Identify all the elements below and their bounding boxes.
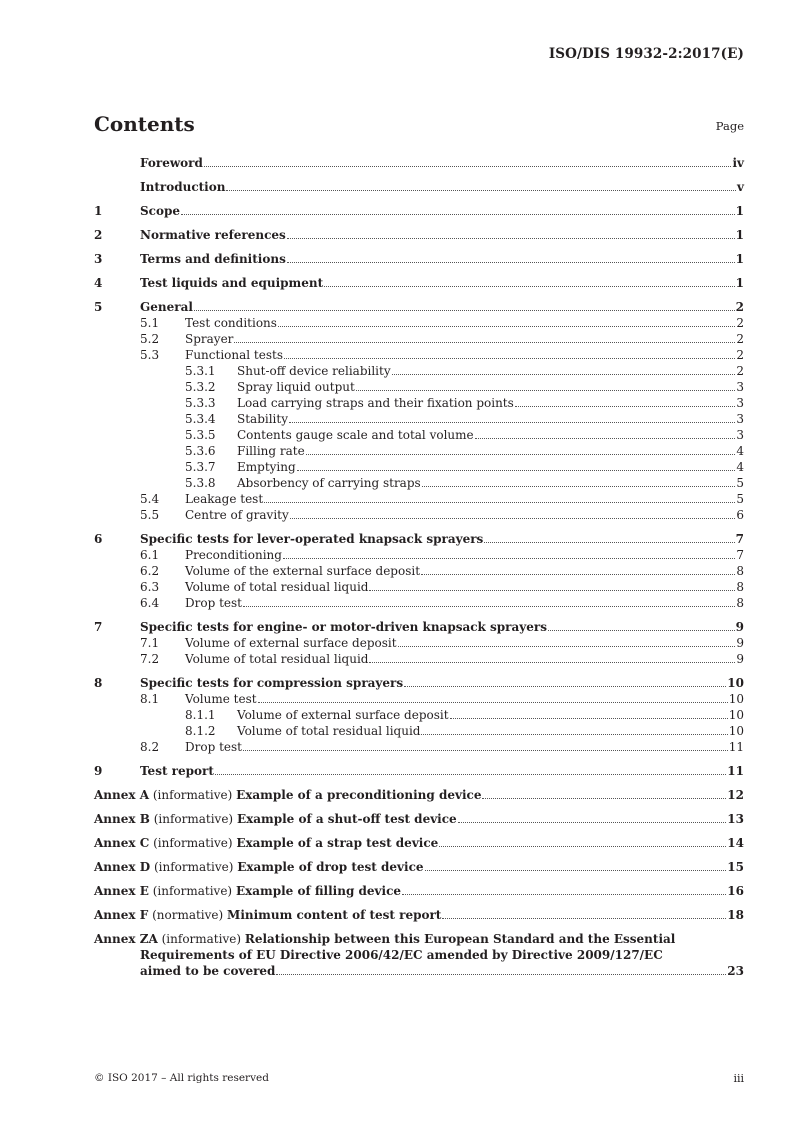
toc-entry[interactable] xyxy=(94,299,744,315)
toc-entry-page: 10 xyxy=(727,676,744,690)
dot-leader xyxy=(515,406,736,407)
toc-entry-page: 1 xyxy=(735,228,744,242)
annex-za-line-3 xyxy=(94,963,744,979)
dot-leader xyxy=(422,486,736,487)
annex-entry[interactable] xyxy=(94,859,744,875)
toc-entry-page: 6 xyxy=(736,508,744,522)
toc-entry-number: 6 xyxy=(94,532,103,546)
dot-leader xyxy=(356,390,736,391)
annex-entry-page: 23 xyxy=(727,964,744,978)
annex-entry-page: 12 xyxy=(727,788,744,802)
toc-entry[interactable] xyxy=(94,251,744,267)
annex-entry-label[interactable] xyxy=(94,907,441,923)
annex-title: Example of drop test device xyxy=(237,860,424,874)
toc-entry[interactable] xyxy=(94,363,744,379)
toc-entry-label[interactable]: Sprayer xyxy=(185,332,234,346)
toc-entry-label[interactable]: Test report xyxy=(140,764,214,778)
dot-leader xyxy=(369,662,735,663)
toc-entry-label[interactable]: Centre of gravity xyxy=(185,508,289,522)
toc-entry-label[interactable]: Volume of the external surface deposit xyxy=(185,564,421,578)
toc-entry-label[interactable]: Contents gauge scale and total volume xyxy=(237,428,474,442)
dot-leader xyxy=(215,774,726,775)
page-title: Contents xyxy=(94,112,195,136)
toc-entry-label[interactable]: Specific tests for engine- or motor-driven knapsack sprayers xyxy=(140,620,547,634)
toc-entry-number: 5.3.8 xyxy=(185,476,216,490)
toc-entry[interactable] xyxy=(94,507,744,523)
dot-leader xyxy=(458,822,727,823)
toc-entry-label[interactable]: Normative references xyxy=(140,228,286,242)
dot-leader xyxy=(475,438,736,439)
toc-entry-label[interactable]: Functional tests xyxy=(185,348,283,362)
toc-entry-page: 10 xyxy=(728,692,744,706)
dot-leader xyxy=(450,718,728,719)
dot-leader xyxy=(439,846,726,847)
toc-entry-number: 9 xyxy=(94,764,103,778)
toc-entry-page: 8 xyxy=(736,596,744,610)
dot-leader xyxy=(297,470,736,471)
toc-entry-number: 8.1.2 xyxy=(185,724,216,738)
toc-entry[interactable] xyxy=(94,203,744,219)
toc-entry-page: 3 xyxy=(736,412,744,426)
toc-entry-number: 8.1 xyxy=(140,692,160,706)
toc-entry-label[interactable]: Volume test xyxy=(185,692,257,706)
dot-leader xyxy=(402,894,726,895)
dot-leader xyxy=(283,558,735,559)
toc-entry[interactable] xyxy=(94,763,744,779)
toc-entry-label[interactable]: Volume of total residual liquid xyxy=(185,580,369,594)
annex-za-line-1 xyxy=(94,931,744,947)
annex-title: aimed to be covered xyxy=(140,964,276,978)
toc-entry-number: 7.1 xyxy=(140,636,160,650)
toc-entry-page: 2 xyxy=(736,332,744,346)
toc-entry-page: iv xyxy=(732,156,744,170)
toc-entry-number: 6.2 xyxy=(140,564,160,578)
dot-leader xyxy=(289,422,735,423)
toc-entry-page: 2 xyxy=(736,348,744,362)
toc-entry[interactable] xyxy=(94,491,744,507)
toc-entry-label[interactable]: Emptying xyxy=(237,460,296,474)
toc-entry-page: 10 xyxy=(728,724,744,738)
toc-entry[interactable] xyxy=(94,579,744,595)
dot-leader xyxy=(442,918,726,919)
annex-entry-label[interactable] xyxy=(94,883,401,899)
toc-entry-label[interactable]: Test liquids and equipment xyxy=(140,276,324,290)
toc-entry-number: 4 xyxy=(94,276,103,290)
toc-entry-label[interactable]: Volume of external surface deposit xyxy=(237,708,449,722)
dot-leader xyxy=(243,606,735,607)
toc-entry-number: 5.5 xyxy=(140,508,160,522)
toc-entry[interactable] xyxy=(94,691,744,707)
dot-leader xyxy=(421,734,727,735)
toc-entry[interactable] xyxy=(94,475,744,491)
annex-entry[interactable] xyxy=(94,811,744,827)
dot-leader xyxy=(287,238,735,239)
annex-type: (informative) xyxy=(161,932,242,946)
annex-type: (informative) xyxy=(152,788,233,802)
toc-entry-label[interactable]: Drop test xyxy=(185,596,242,610)
annex-type: (informative) xyxy=(153,836,233,850)
toc-entry-number: 5.3.5 xyxy=(185,428,216,442)
dot-leader xyxy=(425,870,727,871)
annex-title: Example of filling device xyxy=(235,884,402,898)
dot-leader xyxy=(404,686,726,687)
toc-entry-page: 9 xyxy=(736,652,744,666)
annex-title: Minimum content of test report xyxy=(227,908,442,922)
dot-leader xyxy=(421,574,735,575)
annex-entry[interactable] xyxy=(94,907,744,923)
dot-leader xyxy=(398,646,736,647)
toc-entry-label[interactable]: Test conditions xyxy=(185,316,277,330)
toc-entry-label[interactable]: Spray liquid output xyxy=(237,380,355,394)
dot-leader xyxy=(243,750,728,751)
toc-entry-page: 3 xyxy=(736,428,744,442)
toc-entry-page: 10 xyxy=(728,708,744,722)
annex-entry-page: 16 xyxy=(727,884,744,898)
toc-entry[interactable] xyxy=(94,635,744,651)
toc-entry-page: 1 xyxy=(735,204,744,218)
annex-entry-page: 14 xyxy=(727,836,744,850)
dot-leader xyxy=(234,342,735,343)
toc-entry-page: 4 xyxy=(736,460,744,474)
toc-entry-label[interactable]: Stability xyxy=(237,412,288,426)
toc-entry-label[interactable]: Load carrying straps and their fixation points xyxy=(237,396,514,410)
toc-entry-page: 8 xyxy=(736,580,744,594)
toc-entry[interactable] xyxy=(94,315,744,331)
toc-entry-label[interactable]: Preconditioning xyxy=(185,548,282,562)
toc-entry-label[interactable]: Volume of total residual liquid xyxy=(185,652,369,666)
page-number: iii xyxy=(733,1072,744,1085)
toc-entry-label[interactable]: Introduction xyxy=(140,180,226,194)
toc-entry-number: 5.1 xyxy=(140,316,160,330)
dot-leader xyxy=(194,310,735,311)
annex-id: Annex C xyxy=(94,836,150,850)
toc-entry[interactable] xyxy=(94,739,744,755)
annex-type: (normative) xyxy=(152,908,224,922)
toc-entry[interactable] xyxy=(94,531,744,547)
annex-id: Annex A xyxy=(94,788,150,802)
toc-entry-number: 8.1.1 xyxy=(185,708,216,722)
toc-entry-number: 1 xyxy=(94,204,103,218)
toc-entry[interactable] xyxy=(94,443,744,459)
page-column-label: Page xyxy=(715,119,744,133)
dot-leader xyxy=(264,502,735,503)
dot-leader xyxy=(278,326,735,327)
annex-entry-label[interactable] xyxy=(94,835,438,851)
dot-leader xyxy=(548,630,735,631)
toc-entry-number: 5.3.4 xyxy=(185,412,216,426)
toc-entry[interactable] xyxy=(94,427,744,443)
dot-leader xyxy=(276,974,726,975)
toc-entry[interactable] xyxy=(94,563,744,579)
toc-entry-number: 5.4 xyxy=(140,492,160,506)
annex-entry[interactable] xyxy=(94,883,744,899)
annex-id: Annex D xyxy=(94,860,151,874)
toc-entry-label[interactable]: Scope xyxy=(140,204,181,218)
toc-entry-page: v xyxy=(737,180,744,194)
toc-entry-page: 8 xyxy=(736,564,744,578)
toc-entry[interactable] xyxy=(94,619,744,635)
toc-entry-number: 5.3.6 xyxy=(185,444,216,458)
annex-type: (informative) xyxy=(153,860,234,874)
toc-entry-number: 7.2 xyxy=(140,652,160,666)
toc-entry[interactable] xyxy=(94,227,744,243)
toc-entry-number: 6.3 xyxy=(140,580,160,594)
annex-id: Annex F xyxy=(94,908,149,922)
toc-entry-label[interactable]: Specific tests for lever-operated knapsack sprayers xyxy=(140,532,484,546)
toc-entry-page: 2 xyxy=(736,316,744,330)
dot-leader xyxy=(369,590,735,591)
toc-entry[interactable] xyxy=(94,275,744,291)
toc-entry-number: 5.3.1 xyxy=(185,364,216,378)
copyright-notice: © ISO 2017 – All rights reserved xyxy=(94,1072,269,1084)
toc-entry-number: 5.3.2 xyxy=(185,380,216,394)
toc-entry-page: 7 xyxy=(736,548,744,562)
toc-entry-number: 8 xyxy=(94,676,103,690)
dot-leader xyxy=(258,702,728,703)
annex-id: Annex B xyxy=(94,812,150,826)
annex-entry-page: 13 xyxy=(727,812,744,826)
annex-entry-label[interactable] xyxy=(94,787,481,803)
annex-za-line-2: Requirements of EU Directive 2006/42/EC amended by Directive 2009/127/EC xyxy=(140,948,663,962)
toc-entry-label[interactable]: Volume of total residual liquid xyxy=(237,724,421,738)
annex-title: Relationship between this European Standard and the Essential xyxy=(244,932,676,946)
toc-entry-label[interactable]: Terms and definitions xyxy=(140,252,286,266)
toc-entry-page: 2 xyxy=(736,364,744,378)
toc-entry[interactable] xyxy=(94,459,744,475)
toc-entry[interactable] xyxy=(94,155,744,171)
toc-entry-number: 5 xyxy=(94,300,103,314)
toc-entry[interactable] xyxy=(94,547,744,563)
annex-title: Example of a shut-off test device xyxy=(236,812,457,826)
toc-entry[interactable] xyxy=(94,379,744,395)
toc-entry-number: 5.2 xyxy=(140,332,160,346)
toc-entry[interactable] xyxy=(94,651,744,667)
toc-entry-number: 7 xyxy=(94,620,103,634)
toc-entry-page: 1 xyxy=(735,276,744,290)
toc-entry-page: 3 xyxy=(736,396,744,410)
toc-entry-number: 8.2 xyxy=(140,740,160,754)
toc-entry[interactable] xyxy=(94,411,744,427)
toc-entry-page: 9 xyxy=(735,620,744,634)
annex-id: Annex E xyxy=(94,884,149,898)
toc-entry-number: 6.1 xyxy=(140,548,160,562)
dot-leader xyxy=(204,166,732,167)
toc-entry-number: 5.3.3 xyxy=(185,396,216,410)
dot-leader xyxy=(290,518,736,519)
annex-id: Annex ZA xyxy=(94,932,158,946)
table-of-contents xyxy=(94,155,744,979)
toc-entry-number: 6.4 xyxy=(140,596,160,610)
annex-entry-page: 18 xyxy=(727,908,744,922)
dot-leader xyxy=(482,798,726,799)
annex-entry-label[interactable] xyxy=(94,859,424,875)
toc-entry[interactable] xyxy=(94,723,744,739)
toc-entry[interactable] xyxy=(94,707,744,723)
toc-entry-label[interactable]: General xyxy=(140,300,193,314)
annex-type: (informative) xyxy=(153,812,234,826)
toc-entry-label[interactable]: Absorbency of carrying straps xyxy=(237,476,421,490)
toc-entry-label[interactable]: Filling rate xyxy=(237,444,305,458)
toc-entry-page: 5 xyxy=(736,492,744,506)
document-id: ISO/DIS 19932-2:2017(E) xyxy=(548,46,744,62)
annex-entry-page: 15 xyxy=(727,860,744,874)
toc-entry-page: 9 xyxy=(736,636,744,650)
toc-entry-label[interactable]: Volume of external surface deposit xyxy=(185,636,397,650)
dot-leader xyxy=(226,190,736,191)
dot-leader xyxy=(306,454,736,455)
toc-entry-page: 7 xyxy=(735,532,744,546)
annex-entry[interactable] xyxy=(94,835,744,851)
toc-entry-number: 5.3.7 xyxy=(185,460,216,474)
toc-entry-label[interactable]: Drop test xyxy=(185,740,242,754)
toc-entry-number: 2 xyxy=(94,228,103,242)
toc-entry-number: 3 xyxy=(94,252,103,266)
toc-entry-page: 1 xyxy=(735,252,744,266)
toc-entry[interactable] xyxy=(94,395,744,411)
toc-entry-page: 2 xyxy=(735,300,744,314)
toc-entry[interactable] xyxy=(94,331,744,347)
dot-leader xyxy=(484,542,734,543)
toc-entry[interactable] xyxy=(94,675,744,691)
toc-entry-page: 4 xyxy=(736,444,744,458)
dot-leader xyxy=(392,374,736,375)
dot-leader xyxy=(324,286,734,287)
toc-entry[interactable] xyxy=(94,595,744,611)
annex-entry[interactable] xyxy=(94,787,744,803)
dot-leader xyxy=(287,262,735,263)
toc-entry-number: 5.3 xyxy=(140,348,160,362)
toc-entry-label[interactable]: Leakage test xyxy=(185,492,264,506)
toc-entry-page: 3 xyxy=(736,380,744,394)
annex-za-entry[interactable] xyxy=(94,931,744,979)
dot-leader xyxy=(181,214,735,215)
toc-entry-label[interactable]: Foreword xyxy=(140,156,203,170)
annex-entry-label[interactable] xyxy=(94,811,457,827)
toc-entry[interactable] xyxy=(94,347,744,363)
toc-entry-page: 11 xyxy=(727,764,744,778)
toc-entry[interactable] xyxy=(94,179,744,195)
dot-leader xyxy=(284,358,735,359)
toc-entry-label[interactable]: Specific tests for compression sprayers xyxy=(140,676,404,690)
annex-title: Example of a strap test device xyxy=(236,836,439,850)
annex-title: Example of a preconditioning device xyxy=(236,788,482,802)
toc-entry-page: 5 xyxy=(736,476,744,490)
annex-type: (informative) xyxy=(152,884,233,898)
toc-entry-label[interactable]: Shut-off device reliability xyxy=(237,364,391,378)
toc-entry-page: 11 xyxy=(728,740,744,754)
